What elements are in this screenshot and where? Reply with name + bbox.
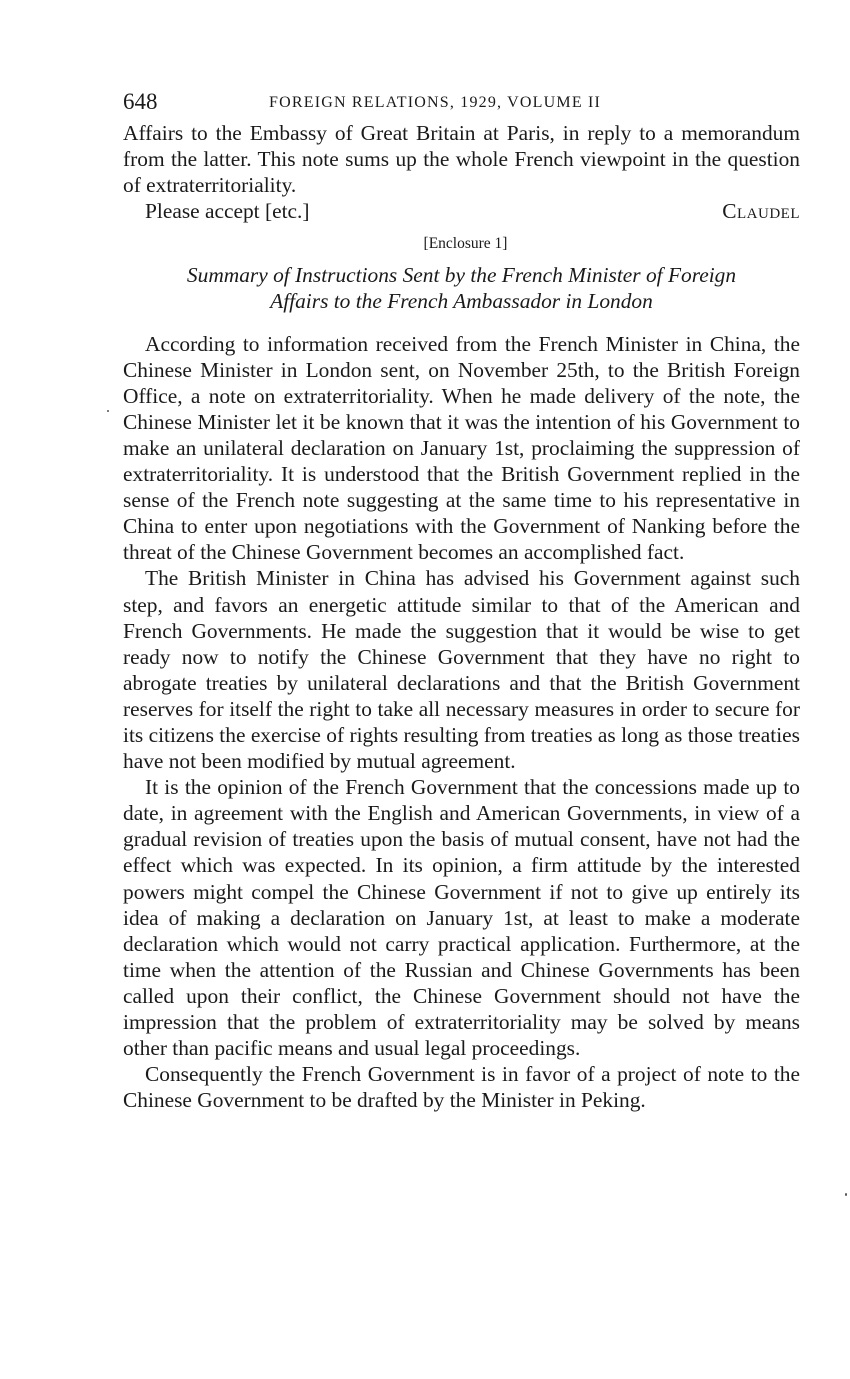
closing-text: Please accept [etc.] [145, 199, 310, 224]
page-number: 648 [123, 89, 158, 114]
running-head [123, 88, 800, 116]
summary-title [123, 262, 800, 314]
summary-title-line-1: Summary of Instructions Sent by the French Minister of Foreign [186, 263, 737, 288]
enclosure-label: [Enclosure 1] [423, 235, 508, 253]
running-head-title: FOREIGN RELATIONS, 1929, VOLUME II [269, 94, 602, 111]
opening-paragraph: Affairs to the Embassy of Great Britain at Paris, in reply to a memorandum from the latter. This note sums up the whole French viewpoint in the question of extraterritoriality. [123, 121, 800, 198]
closing-line [123, 198, 800, 224]
body-paragraph-3: It is the opinion of the French Government that the concessions made up to date, in agreement with the English and American Governments, in view of a gradual revision of treaties upon the basis of mutual consent, have not had the effect which was expected. In its opinion, a firm attitude by the interested powers might compel the Chinese Government if not to give up entirely its idea of making a declaration on January 1st, at least to make a moderate declaration which would not carry practical application. Furthermore, at the time when the attention of the Russian and Chinese Governments has been called upon their conflict, the Chinese Government should not have the impression that the problem of extraterritoriality may be solved by means other than pacific means and usual legal proceedings. [123, 775, 800, 1061]
document-page [123, 88, 800, 1113]
body-paragraph-2: The British Minister in China has advised his Government against such step, and favors an energetic attitude similar to that of the American and French Governments. He made the suggestion that it would be wise to get ready now to notify the Chinese Government that they have no right to abrogate treaties by unilateral declarations and that the British Government reserves for itself the right to take all necessary measures in order to secure for its citizens the exercise of rights resulting from treaties as long as those treaties have not been modified by mutual agreement. [123, 566, 800, 774]
signature: Claudel [722, 199, 800, 224]
scan-speck [107, 410, 109, 412]
summary-title-line-2: Affairs to the French Ambassador in London [270, 289, 653, 314]
body-paragraph-1: According to information received from the French Minister in China, the Chinese Minister in London sent, on November 25th, to the British Foreign Office, a note on extraterritoriality. When he made delivery of the note, the Chinese Minister let it be known that it was the intention of his Government to make an unilateral declaration on January 1st, proclaiming the suppression of extraterritoriality. It is understood that the British Government replied in the sense of the French note suggesting at the same time to his representative in China to enter upon negotiations with the Government of Nanking before the threat of the Chinese Government becomes an accomplished fact. [123, 331, 800, 565]
scan-speck [845, 1193, 847, 1196]
body-paragraph-4: Consequently the French Government is in favor of a project of note to the Chinese Government to be drafted by the Minister in Peking. [123, 1062, 800, 1113]
